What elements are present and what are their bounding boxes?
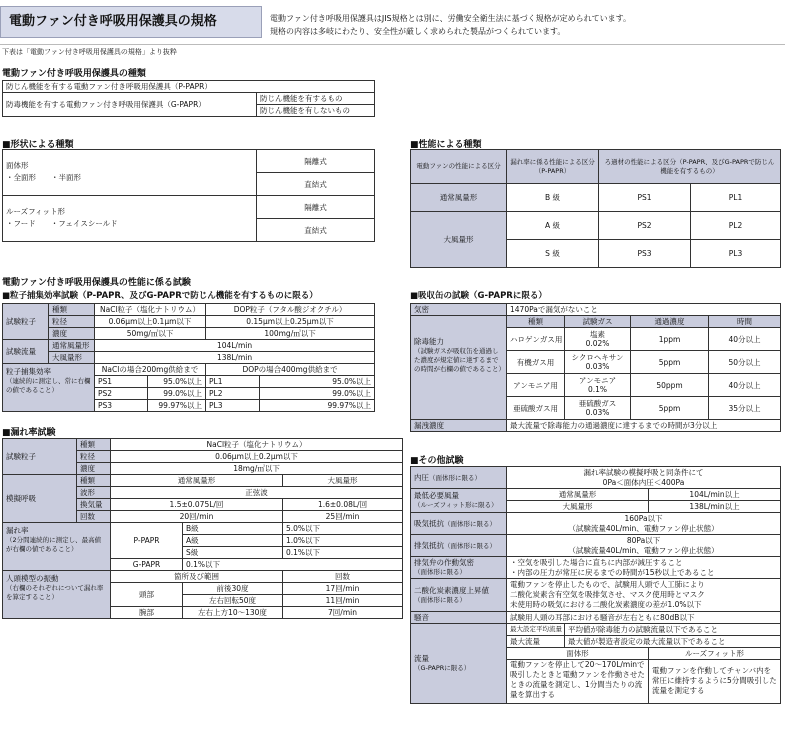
perf-table: 電動ファンの性能による区分 漏れ率に係る性能による区分（P-PAPR） ろ過材の性能による区分（P-PAPR、及びG-PAPRで防じん機能を有するもの） 通常風量形 B 級 PS1 PL1 大風量形 A 級 PS2 PL2 S 級 PS3 PL3 [410,149,781,268]
particle-table: 試験粒子 種類 NaCl粒子（塩化ナトリウム） DOP粒子（フタル酸ジオクチル） 粒径 0.06μm以上0.1μm以下 0.15μm以上0.25μm以下 濃度 50mg/㎥以下 100mg/㎥以下 試験流量 通常風量形 104L/min 大風量形 138L/min 粒子捕集効率 （連続的に測定し、常に右欄の値であること） NaClの場合200mg供給まで DOPの場合400mg供給まで PS1 95.0%以上 PL1 95.0%以上 PS2 99.0%以上 PL2 99.0%以上 PS3 99.97%以上 PL3 99.97%以上 [2,303,375,412]
gpapr-row: 防毒機能を有する電動ファン付き呼吸用保護具（G-PAPR） [3,93,257,117]
types-title: 電動ファン付き呼吸用保護具の種類 [2,69,146,79]
types-table: 防じん機能を有する電動ファン付き呼吸用保護具（P-PAPR） 防毒機能を有する電動ファン付き呼吸用保護具（G-PAPR） 防じん機能を有するもの 防じん機能を有しないもの [2,80,375,117]
other-title: ■その他試験 [410,456,464,466]
leak-table: 試験粒子 種類 NaCl粒子（塩化ナトリウム） 粒径 0.06μm以上0.2μm以下 濃度 18mg/㎥以下 模擬呼吸 種類 通常風量形 大風量形 波形 正弦波 換気量 1.5±0.075L/回 1.6±0.08L/回 回数 20回/min 25回/min 漏れ率 （2分間連続的に測定し、最高値が右欄の値であること） P-PAPR B級 5.0%以下 A級 1.0%以下 S級 0.1%以下 G-PAPR 0.1%以下 人頭模型の振動 （右欄のそれぞれについて漏れ率を算定すること） 箇所及び範囲 回数 頭部 前後30度 17回/min 左右回転50度 11回/min 腕部 左右上方10〜130度 7回/min [2,438,403,619]
shape-table: 面体形 ・全面形 ・半面形 隔離式 直結式 ルーズフィット形 ・フード ・フェイスシールド 隔離式 直結式 [2,149,375,242]
particle-title: ■粒子捕集効率試験（P-PAPR、及びG-PAPRで防じん機能を有するものに限る） [2,291,318,301]
leak-title: ■漏れ率試験 [2,428,56,438]
header-description: 電動ファン付き呼吸用保護具はJIS規格とは別に、労働安全衛生法に基づく規格が定められています。 規格の内容は多岐にわたり、安全性が厳しく求められた製品がつくられています。 [270,14,631,36]
other-table: 内圧（面体形に限る） 漏れ率試験の模擬呼吸と同条件にて 0Pa＜面体内圧＜400Pa 最低必要風量 （ルーズフィット形に限る） 通常風量形 104L/min以上 大風量形 138L/min以上 吸気抵抗（面体形に限る） 160Pa以下 （試験流量40L/min、電動ファン停止状態） 排気抵抗（面体形に限る） 80Pa以下 （試験流量40L/min、電動ファン停止状態） 排気弁の作動気密 （面体形に限る） ・空気を吸引した場合に直ちに内部が減圧すること ・内部の圧力が常圧に戻るまでの時間が15秒以上であること 二酸化炭素濃度上昇値 （面体形に限る） 電動ファンを停止したもので、試験用人頭で人工肺により 二酸化炭素含有空気を吸排気させ、マスク使用時とマスク 未使用時の吸気における二酸化炭素濃度の差が1.0%以下 騒音 試験用人頭の耳部における騒音が左右ともに80dB以下 流量 （G-PAPRに限る） 最大設定平均流量 平均値が除毒能力の試験流量以下であること 最大流量 最大値が製造者設定の最大流量以下であること 面体形 ルーズフィット形 電動ファンを停止して20〜170L/minで吸引したときと電動ファンを作動させたときの流量を測定し、1分間当たりの流量を算出する 電動ファンを作動してチャンバ内を常圧に維持するように5分間吸引した流量を測定する [410,466,781,704]
ppapr-row: 防じん機能を有する電動ファン付き呼吸用保護具（P-PAPR） [3,81,375,93]
shape-title: ■形状による種類 [2,140,74,150]
absorb-table: 気密 1470Paで漏気がないこと 除毒能力 （試験ガスが吸収缶を通過した濃度が規定値に達するまでの時間が右欄の値であること） 種類 試験ガス 通過濃度 時間 ハロゲンガス用 塩素 0.02% 1ppm 40分以上 有機ガス用 シクロヘキサン 0.03% 5ppm 50分以上 アンモニア用 アンモニア 0.1% 50ppm 40分以上 亜硫酸ガス用 亜硫酸ガス 0.03% 5ppm 35分以上 漏洩濃度 最大流量で除毒能力の通過濃度に達するまでの時間が3分以上 [410,303,781,432]
source-note: 下表は「電動ファン付き呼吸用保護具の規格」より抜粋 [2,48,177,56]
page-header [0,0,785,45]
perf-title: ■性能による種類 [410,140,482,150]
test-title: 電動ファン付き呼吸用保護具の性能に係る試験 [2,278,191,288]
page-title: 電動ファン付き呼吸用保護具の規格 [0,6,262,38]
absorb-title: ■吸収缶の試験（G-PAPRに限る） [410,291,547,301]
